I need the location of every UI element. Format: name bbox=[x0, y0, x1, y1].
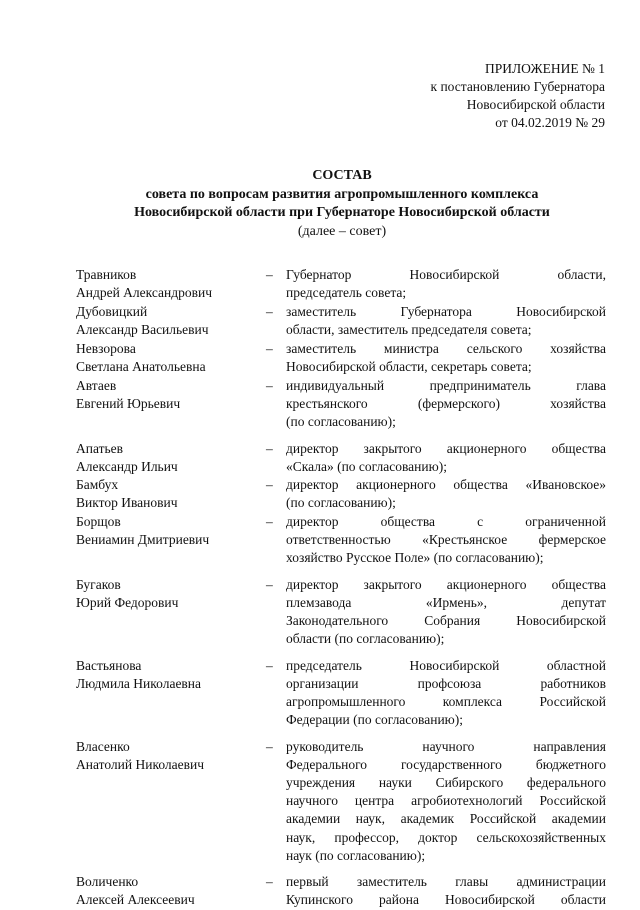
member-row bbox=[76, 576, 606, 648]
member-role-line: области, заместитель председателя совета; bbox=[286, 321, 532, 337]
member-given-names: Александр Ильич bbox=[76, 458, 178, 474]
member-dash: – bbox=[266, 739, 273, 755]
member-surname: Борщов bbox=[76, 514, 121, 530]
member-role-line: агропромышленного комплекса Российской bbox=[286, 694, 606, 710]
member-surname: Воличенко bbox=[76, 874, 139, 890]
member-role bbox=[286, 513, 606, 567]
appendix-title: ПРИЛОЖЕНИЕ № 1 bbox=[484, 61, 605, 76]
heading-subtitle-line-2: Новосибирской области при Губернаторе Новосибирской области bbox=[134, 205, 550, 220]
member-role-line: первый заместитель главы администрации bbox=[286, 874, 606, 890]
member-role-line: директор общества с ограниченной bbox=[286, 514, 606, 530]
appendix-block bbox=[380, 60, 605, 132]
member-row bbox=[76, 303, 606, 339]
member-dash: – bbox=[266, 267, 273, 282]
member-given-names: Светлана Анатольевна bbox=[76, 358, 206, 374]
member-name bbox=[76, 377, 266, 413]
member-row bbox=[76, 513, 606, 567]
member-role-line: учреждения науки Сибирского федерального bbox=[286, 775, 606, 791]
member-dash: – bbox=[266, 577, 273, 593]
member-role-line: (по согласованию); bbox=[286, 495, 396, 511]
member-role bbox=[286, 303, 606, 339]
member-row bbox=[76, 266, 606, 302]
member-given-names: Андрей Александрович bbox=[76, 285, 213, 301]
document-heading bbox=[60, 167, 624, 241]
member-role bbox=[286, 340, 606, 376]
heading-subtitle-line-1: совета по вопросам развития агропромышленного комплекса bbox=[145, 186, 539, 202]
member-dash: – bbox=[266, 440, 273, 456]
member-dash: – bbox=[266, 477, 273, 493]
member-name bbox=[76, 266, 266, 302]
member-given-names: Александр Васильевич bbox=[76, 321, 209, 337]
member-given-names: Евгений Юрьевич bbox=[76, 395, 181, 411]
member-role-line: наук, профессор, доктор сельскохозяйственных bbox=[286, 829, 606, 845]
member-role-line: «Скала» (по согласованию); bbox=[286, 458, 447, 474]
member-role bbox=[286, 476, 606, 512]
member-surname: Апатьев bbox=[76, 440, 124, 456]
member-row bbox=[76, 738, 606, 865]
member-role-line: (по согласованию); bbox=[286, 413, 396, 429]
member-dash: – bbox=[266, 340, 273, 356]
member-role bbox=[286, 738, 606, 865]
member-role-line: председатель совета; bbox=[286, 285, 407, 301]
member-surname: Бамбух bbox=[76, 477, 119, 493]
member-given-names: Виктор Иванович bbox=[76, 495, 178, 511]
member-role-line: научного центра агробиотехнологий Российской bbox=[286, 793, 606, 809]
member-name bbox=[76, 657, 266, 693]
member-role-line: хозяйство Русское Поле» (по согласованию); bbox=[286, 550, 544, 566]
member-dash: – bbox=[266, 874, 273, 890]
member-name bbox=[76, 303, 266, 339]
member-role-line: организации профсоюза работников bbox=[286, 676, 606, 692]
member-role-line: крестьянского (фермерского) хозяйства bbox=[286, 395, 606, 411]
member-surname: Бугаков bbox=[76, 577, 121, 593]
appendix-resolution: к постановлению Губернатора bbox=[430, 79, 605, 94]
appendix-date-number: от 04.02.2019 № 29 bbox=[495, 115, 605, 130]
member-role-line: академии наук, академик Российской академии bbox=[286, 811, 606, 827]
member-role-line: наук (по согласованию); bbox=[286, 847, 426, 863]
member-role-line: директор закрытого акционерного общества bbox=[286, 440, 606, 456]
member-dash: – bbox=[266, 658, 273, 674]
member-surname: Травников bbox=[76, 267, 137, 282]
member-name bbox=[76, 873, 266, 909]
member-name bbox=[76, 440, 266, 476]
member-name bbox=[76, 738, 266, 774]
member-name bbox=[76, 576, 266, 612]
member-role-line: заместитель Губернатора Новосибирской bbox=[286, 303, 606, 319]
member-role-line: председатель Новосибирской областной bbox=[286, 658, 606, 674]
member-role-line: области (по согласованию); bbox=[286, 631, 445, 647]
member-dash: – bbox=[266, 303, 273, 319]
member-role-line: индивидуальный предприниматель глава bbox=[286, 377, 606, 393]
member-role-line: заместитель министра сельского хозяйства bbox=[286, 340, 606, 356]
member-surname: Невзорова bbox=[76, 340, 136, 356]
member-role-line: Федерации (по согласованию); bbox=[286, 712, 464, 728]
member-dash: – bbox=[266, 377, 273, 393]
member-given-names: Анатолий Николаевич bbox=[76, 757, 204, 773]
member-surname: Дубовицкий bbox=[76, 303, 148, 319]
member-role-line: Законодательного Собрания Новосибирской bbox=[286, 613, 606, 629]
members-list bbox=[76, 266, 606, 910]
member-surname: Автаев bbox=[76, 377, 117, 393]
appendix-region: Новосибирской области bbox=[466, 97, 605, 112]
member-role-line: директор акционерного общества «Ивановское» bbox=[286, 477, 606, 493]
member-given-names: Вениамин Дмитриевич bbox=[76, 532, 210, 548]
member-given-names: Юрий Федорович bbox=[76, 595, 179, 611]
member-role bbox=[286, 657, 606, 729]
member-role-line: руководитель научного направления bbox=[286, 739, 606, 755]
member-given-names: Алексей Алексеевич bbox=[76, 892, 195, 908]
member-row bbox=[76, 377, 606, 431]
member-role-line: Купинского района Новосибирской области bbox=[286, 892, 606, 908]
member-role bbox=[286, 266, 606, 302]
member-role bbox=[286, 576, 606, 648]
member-name bbox=[76, 476, 266, 512]
member-row bbox=[76, 657, 606, 729]
member-given-names: Людмила Николаевна bbox=[76, 676, 202, 692]
member-role-line: Губернатор Новосибирской области, bbox=[286, 267, 606, 282]
member-dash: – bbox=[266, 514, 273, 530]
member-surname: Власенко bbox=[76, 739, 130, 755]
member-role-line: Новосибирской области, секретарь совета; bbox=[286, 358, 532, 374]
member-role-line: директор закрытого акционерного общества bbox=[286, 577, 606, 593]
member-role-line: племзавода «Ирмень», депутат bbox=[286, 595, 606, 611]
member-role-line: ответственностью «Крестьянское фермерское bbox=[286, 532, 606, 548]
member-row bbox=[76, 440, 606, 476]
member-role bbox=[286, 440, 606, 476]
member-row bbox=[76, 873, 606, 909]
heading-note: (далее – совет) bbox=[297, 223, 387, 239]
member-role bbox=[286, 377, 606, 431]
member-name bbox=[76, 513, 266, 549]
member-role bbox=[286, 873, 606, 909]
heading-title: СОСТАВ bbox=[312, 168, 372, 183]
member-surname: Вастьянова bbox=[76, 658, 142, 674]
member-name bbox=[76, 340, 266, 376]
member-row bbox=[76, 476, 606, 512]
member-row bbox=[76, 340, 606, 376]
member-role-line: Федерального государственного бюджетного bbox=[286, 757, 606, 773]
